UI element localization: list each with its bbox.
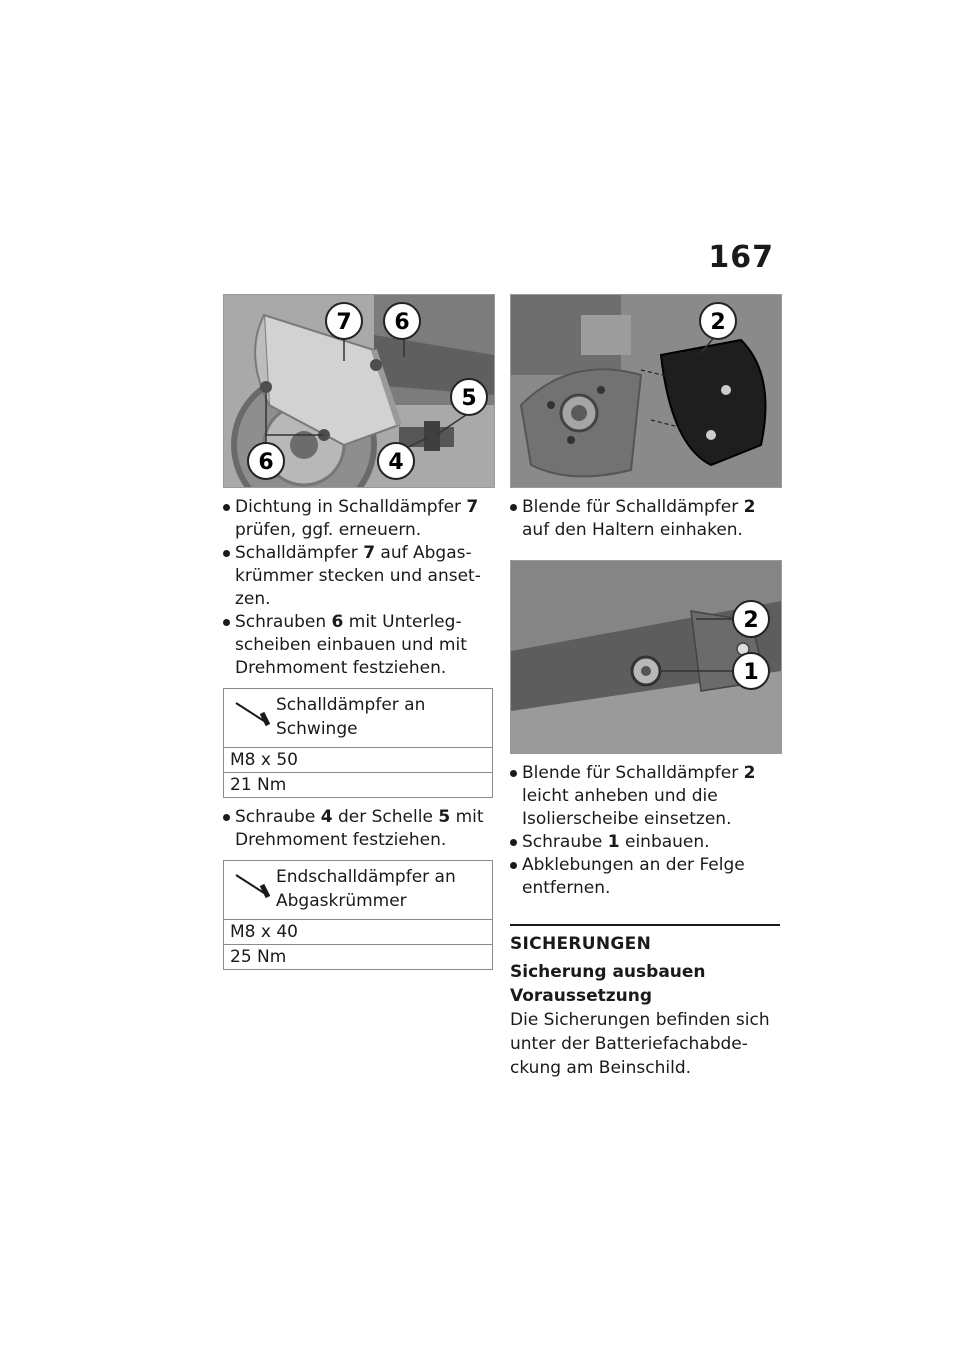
bolt-size: M8 x 40 <box>224 920 493 945</box>
figure-cover-screw <box>510 560 782 754</box>
steps-list-4 <box>510 762 780 900</box>
prerequisite-text: Die Sicherungen befinden sich unter der Batteriefachabdeckung am Beinschild. <box>510 1010 770 1078</box>
torque-wrench-icon <box>234 871 270 899</box>
list-item: Blende für Schalldämpfer 2 leicht anheben und die Isolierscheibe einsetzen. <box>510 762 780 831</box>
torque-table-2 <box>223 860 493 970</box>
callout-6: 6 <box>394 310 410 335</box>
steps-list-3 <box>510 496 780 542</box>
section-title: SICHERUNGEN <box>510 934 652 954</box>
callout-1: 1 <box>743 660 759 685</box>
subsection-title: Sicherung ausbauen <box>510 962 706 982</box>
muffler-illustration <box>224 295 494 487</box>
right-column <box>510 294 780 1080</box>
list-item: Blende für Schalldämpfer 2 auf den Haltern einhaken. <box>510 496 780 542</box>
figure-muffler-cover <box>510 294 782 488</box>
list-item: Schraube 1 einbauen. <box>510 831 780 854</box>
steps-list-1 <box>223 496 493 680</box>
torque-title: Schalldämpfer an Schwinge <box>276 695 426 739</box>
callout-7: 7 <box>336 310 352 335</box>
list-item: Schraube 4 der Schelle 5 mit Drehmoment festziehen. <box>223 806 493 852</box>
callout-4: 4 <box>388 450 404 475</box>
list-item: Schalldämpfer 7 auf Abgaskrümmer stecken und ansetzen. <box>223 542 493 611</box>
steps-list-2 <box>223 806 493 852</box>
prerequisite-title: Voraussetzung <box>510 986 653 1006</box>
cover-screw-illustration <box>511 561 781 753</box>
page-number: 167 <box>708 240 774 275</box>
torque-value: 21 Nm <box>224 773 493 798</box>
figure-exhaust-muffler <box>223 294 495 488</box>
callout-5: 5 <box>461 386 477 411</box>
torque-wrench-icon <box>234 699 270 727</box>
list-item: Abklebungen an der Felge entfernen. <box>510 854 780 900</box>
torque-value: 25 Nm <box>224 945 493 970</box>
callout-2: 2 <box>710 310 726 335</box>
torque-title: Endschalldämpfer an Abgaskrümmer <box>276 867 456 911</box>
torque-table-1 <box>223 688 493 798</box>
muffler-cover-illustration <box>511 295 781 487</box>
bolt-size: M8 x 50 <box>224 748 493 773</box>
list-item: Dichtung in Schalldämpfer 7 prüfen, ggf. erneuern. <box>223 496 493 542</box>
left-column <box>223 294 493 970</box>
callout-2: 2 <box>743 608 759 633</box>
list-item: Schrauben 6 mit Unterlegscheiben einbauen und mit Drehmoment festziehen. <box>223 611 493 680</box>
callout-6-lower: 6 <box>258 450 274 475</box>
section-divider <box>510 924 780 926</box>
